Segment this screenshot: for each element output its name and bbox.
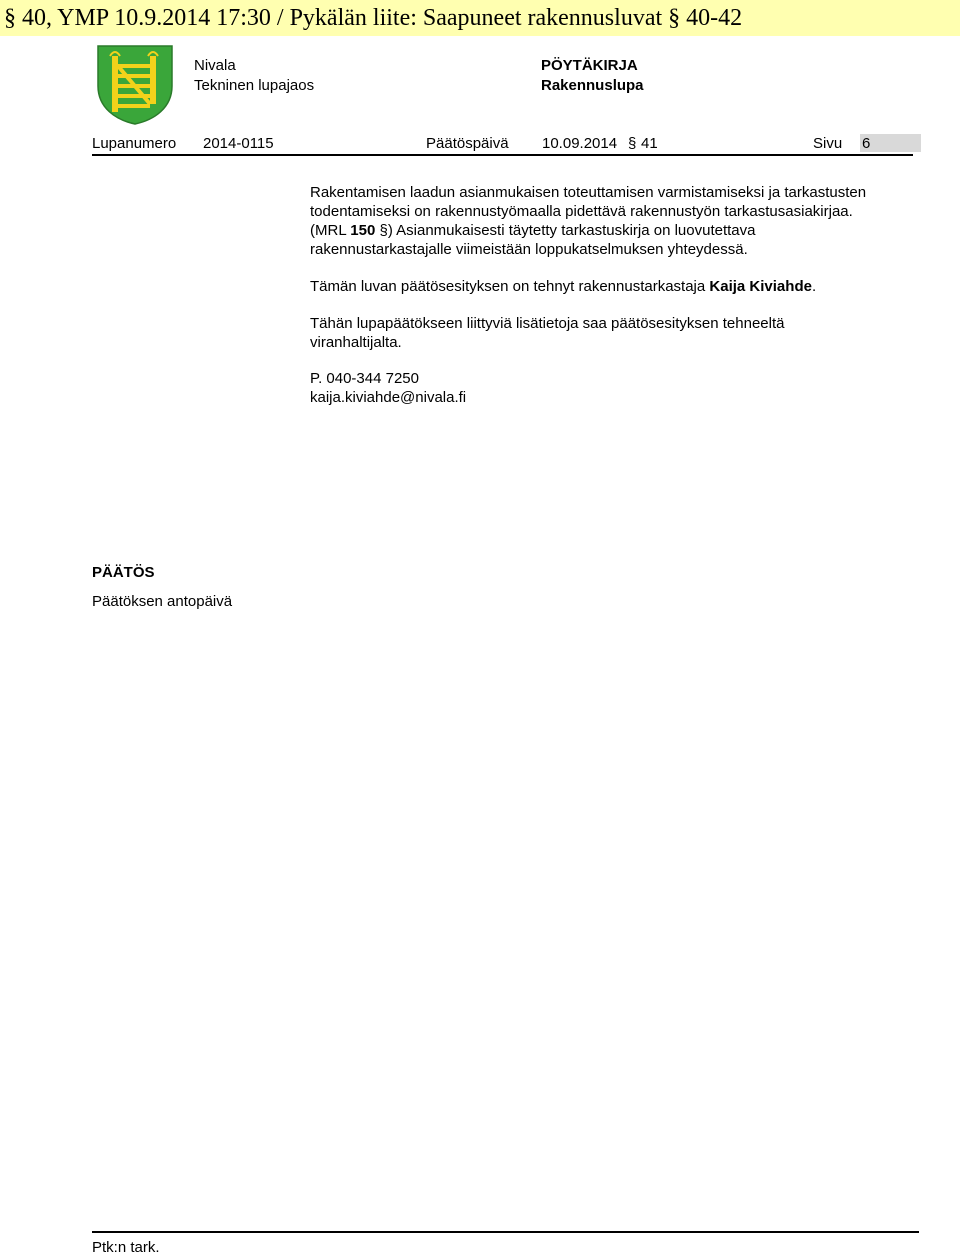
paragraph-line: Tähän lupapäätökseen liittyviä lisätietoja saa päätösesityksen tehneeltä	[310, 315, 785, 332]
decision-issue-date-label: Päätöksen antopäivä	[92, 593, 233, 610]
sentence-end: .	[811, 278, 817, 295]
organization-block	[194, 56, 314, 96]
coat-of-arms-logo	[92, 42, 178, 126]
law-reference-suffix: §) Asianmukaisesti täytetty tarkastuskirja on luovutettava	[375, 222, 756, 239]
permit-meta-row	[92, 134, 913, 156]
law-section-number: 150	[350, 222, 376, 239]
decision-heading: PÄÄTÖS	[92, 564, 155, 581]
section-number: 41	[641, 135, 658, 152]
contact-phone: P. 040-344 7250	[310, 370, 419, 387]
law-reference-prefix: (MRL	[310, 222, 351, 239]
proposal-author-text: Tämän luvan päätösesityksen on tehnyt rakennustarkastaja	[310, 278, 710, 295]
organization-name: Nivala	[194, 57, 236, 74]
paragraph-line: rakennustarkastajalle viimeistään loppukatselmuksen yhteydessä.	[310, 241, 748, 258]
paragraph-line: todentamiseksi on rakennustyömaalla pidettävä rakennustyön tarkastusasiakirjaa.	[310, 203, 853, 220]
inspector-name: Kaija Kiviahde	[709, 278, 812, 295]
paragraph-line: viranhaltijalta.	[310, 334, 402, 351]
more-info-paragraph	[310, 314, 870, 352]
inspection-record-paragraph	[310, 183, 870, 259]
decision-date: 10.09.2014	[542, 135, 618, 152]
proposal-author-paragraph	[310, 277, 870, 296]
section-sign-icon: §	[628, 135, 637, 152]
organization-unit: Tekninen lupajaos	[194, 77, 315, 94]
paragraph-line	[310, 221, 870, 240]
document-subtype: Rakennuslupa	[541, 77, 644, 94]
contact-info	[310, 369, 870, 407]
footer-divider	[92, 1231, 919, 1233]
decision-date-label: Päätöspäivä	[426, 135, 509, 152]
permit-number-label: Lupanumero	[92, 135, 177, 152]
document-type-block	[541, 56, 644, 96]
document-banner: § 40, YMP 10.9.2014 17:30 / Pykälän liite: Saapuneet rakennusluvat § 40-42	[0, 0, 960, 36]
page-label: Sivu	[813, 135, 843, 152]
paragraph-line: Rakentamisen laadun asianmukaisen toteuttamisen varmistamiseksi ja tarkastusten	[310, 184, 867, 201]
contact-email: kaija.kiviahde@nivala.fi	[310, 389, 467, 406]
page-number: 6	[860, 134, 921, 152]
minutes-checkers-label: Ptk:n tark.	[92, 1239, 160, 1256]
document-type: PÖYTÄKIRJA	[541, 57, 638, 74]
permit-number: 2014-0115	[203, 135, 274, 152]
